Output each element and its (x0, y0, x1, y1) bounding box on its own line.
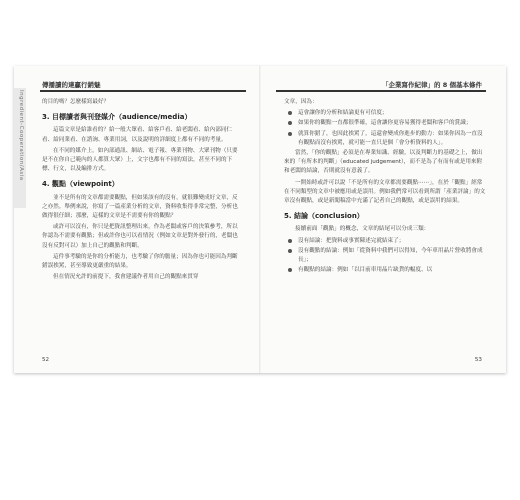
left-page (14, 66, 260, 373)
running-head-left: 傳播讀的達贏行銷魅 (42, 81, 101, 89)
list-item-text: 沒有觀點的結論：例如「從資料中我們可以得知，今年車用晶片營收將會成長」； (298, 247, 483, 264)
header-rule-right (276, 90, 486, 92)
right-content (284, 98, 486, 276)
paragraph: 文章，因為： (284, 99, 318, 105)
running-head-right: 「企業寫作紀律」的 8 個基本條件 (381, 81, 482, 89)
paragraph: 並不是所有的文章都需要觀點，但如果該有的沒有，就很難變成好文章，反之亦然。舉例來說，你寫了一篇產業分析的文章，資料收集得非常完整，分析也做得很仔細；那麼，這樣的文章是不需要有你的觀點？ (42, 194, 238, 220)
paragraph: 當然，「你的觀點」必須是在專業知識、經驗，以及判斷力的基礎之上，做出來的「有所本的判斷」（educated judgement），而不是為了有而有或是用來附和老闆的結論，否則就沒有意義了。 (284, 150, 483, 175)
bullet-icon (288, 121, 292, 125)
section-4-title: 4. 觀點（viewpoint） (42, 180, 119, 189)
header-rule-left (40, 90, 246, 92)
paragraph: 但在情況允許的前提下，我會建議作者用自己的觀點來貫穿 (53, 274, 199, 281)
bullet-icon (288, 239, 292, 243)
bullet-icon (288, 249, 292, 253)
right-page (260, 66, 506, 373)
paragraph: 一開始時或許可以說「不是所有的文章都需要觀點⋯⋯」，在於「觀點」經常在不同類型的文章中被應用或是誤用。例如我們常可以看到所謂「產業評論」的文章沒有觀點，或是新聞稿當中充滿了記者自己的觀點，或是誤用的結果。 (284, 179, 486, 205)
paragraph: 在不同的媒介上，如內部通訊、網站、電子報、專業刊物、大眾刊物（只要是不在你自己範內的人都算大眾）上，文字也都有不同的寫法，甚至不同的下標、行文，以及編排方式。 (42, 147, 238, 173)
paragraph: 或許可以沒有，你只是把資訊整理出來，作為老闆或客戶的決策參考，所以你認為不需要有觀點；但或許你也可以看情況（例如文章是對外發行的，老闆也沒有反對可以）加上自己的觀點和判斷。 (42, 224, 238, 249)
page-number-right: 53 (474, 357, 482, 363)
list-item (284, 109, 486, 118)
list-item-text: 就算你錯了，也因此挨罵了，這還會變成你進步的動力：如果你因為一直沒有觀點而沒有挨罵，就可能一直只是個「會分析資料的人」。 (298, 130, 483, 146)
side-label: Ingredient-Cooperation/Asia (18, 90, 24, 181)
list-item-text: 這會讓你的分析和結論更有可信度； (298, 110, 388, 117)
bullet-icon (288, 111, 292, 115)
list-item-text: 有觀點的結論：例如「以目前車用晶片缺貨的幅度、以 (298, 267, 433, 274)
list-item (284, 237, 486, 246)
section-5-title: 5. 結論（conclusion） (284, 212, 364, 221)
left-content (42, 98, 238, 284)
section-3-title: 3. 目標讀者與刊登媒介（audience/media） (42, 113, 192, 122)
list-item (284, 119, 486, 128)
list-item (284, 266, 486, 275)
paragraph: 這篇文章是給誰看的？給一般大眾看、給客戶看、給老闆看、給內部同仁看、給同業看、在諮詢、專業用詞，以及說明的詳細度上都有不同的考量。 (42, 127, 233, 143)
page-number-left: 52 (42, 357, 50, 363)
book-spread (14, 66, 506, 373)
paragraph: 接續前面「觀點」的概念，文章的結尾可以分成三類： (295, 226, 430, 233)
paragraph: 的目的嗎？怎麼樣寫最好？ (42, 99, 110, 105)
bullet-icon (288, 268, 292, 272)
paragraph: 這件事考驗的是你的分析能力，也考驗了你的膽量；因為你也可能因為判斷錯誤挨罵，甚至導致更嚴重的結果。 (42, 253, 238, 270)
list-item (284, 247, 486, 265)
list-item-text: 沒有結論：把資料或事實陳述完就結束了； (298, 237, 405, 244)
bullet-icon (288, 132, 292, 136)
list-item (284, 130, 486, 148)
list-item-text: 如果你的觀點一直都很準確，這會讓你更容易獲得老闆和客戶的賞識； (298, 120, 472, 127)
